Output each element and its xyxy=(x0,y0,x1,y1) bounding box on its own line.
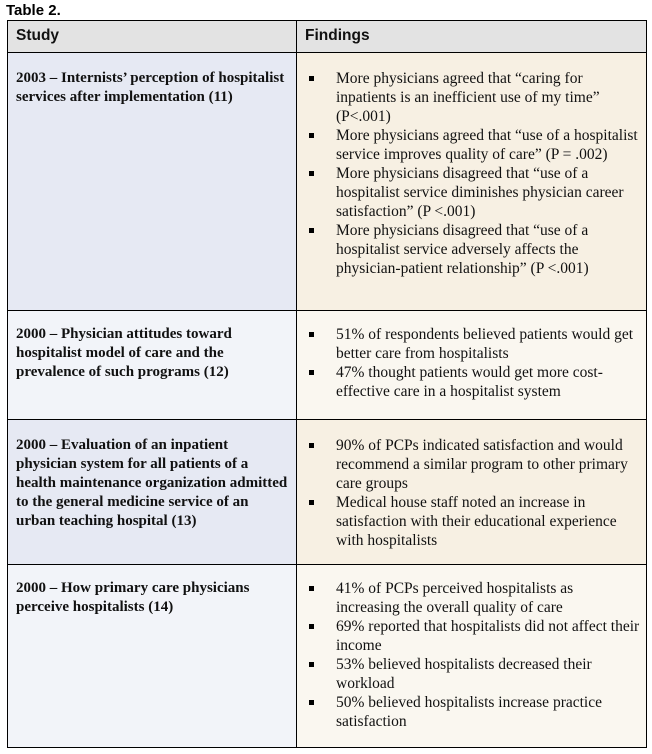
square-bullet-icon xyxy=(309,662,314,667)
findings-list xyxy=(297,420,646,550)
finding-text: 51% of respondents believed patients would get better care from hospitalists xyxy=(336,326,634,362)
finding-text: 50% believed hospitalists increase practice satisfaction xyxy=(336,694,602,730)
study-text: 2003 – Internists’ perception of hospitalist services after implementation (11) xyxy=(16,70,285,105)
findings-list xyxy=(297,565,646,731)
finding-item xyxy=(297,655,640,693)
square-bullet-icon xyxy=(309,133,314,138)
finding-text: More physicians disagreed that “use of a hospitalist service adversely affects the physician-patient relationship” (P <.001) xyxy=(336,222,589,277)
square-bullet-icon xyxy=(309,500,314,505)
header-study-label: Study xyxy=(16,27,60,44)
square-bullet-icon xyxy=(309,332,314,337)
square-bullet-icon xyxy=(309,586,314,591)
finding-item xyxy=(297,363,640,401)
finding-item xyxy=(297,617,640,655)
study-cell xyxy=(8,311,297,420)
findings-list xyxy=(297,311,646,401)
table-row xyxy=(8,53,647,311)
finding-text: More physicians disagreed that “use of a hospitalist service diminishes physician career satisfaction” (P <.001) xyxy=(336,165,624,220)
finding-item xyxy=(297,69,640,126)
header-findings xyxy=(297,21,647,53)
findings-cell xyxy=(297,420,647,565)
finding-text: Medical house staff noted an increase in satisfaction with their educational experience with hospitalists xyxy=(336,494,617,549)
findings-cell xyxy=(297,311,647,420)
study-cell xyxy=(8,53,297,311)
finding-item xyxy=(297,693,640,731)
findings-cell xyxy=(297,53,647,311)
studies-table xyxy=(7,20,647,748)
header-findings-label: Findings xyxy=(305,27,370,44)
table-caption: Table 2. xyxy=(6,2,61,19)
finding-text: 69% reported that hospitalists did not affect their income xyxy=(336,618,640,654)
square-bullet-icon xyxy=(309,171,314,176)
square-bullet-icon xyxy=(309,700,314,705)
finding-item xyxy=(297,493,640,550)
finding-item xyxy=(297,221,640,278)
table-header-row xyxy=(8,21,647,53)
finding-item xyxy=(297,436,640,493)
square-bullet-icon xyxy=(309,624,314,629)
study-cell xyxy=(8,565,297,748)
table-row xyxy=(8,565,647,748)
study-text: 2000 – Evaluation of an inpatient physician system for all patients of a health maintenance organization admitted to the general medicine service of an urban teaching hospital (13) xyxy=(16,437,288,529)
finding-text: More physicians agreed that “caring for inpatients is an inefficient use of my time” (P<.001) xyxy=(336,70,600,125)
header-study xyxy=(8,21,297,53)
square-bullet-icon xyxy=(309,228,314,233)
finding-text: More physicians agreed that “use of a hospitalist service improves quality of care” (P = .002) xyxy=(336,127,638,163)
finding-item xyxy=(297,325,640,363)
study-text: 2000 – Physician attitudes toward hospitalist model of care and the prevalence of such programs (12) xyxy=(16,326,232,380)
finding-item xyxy=(297,164,640,221)
finding-text: 41% of PCPs perceived hospitalists as increasing the overall quality of care xyxy=(336,580,574,616)
finding-text: 90% of PCPs indicated satisfaction and would recommend a similar program to other primary care groups xyxy=(336,437,628,492)
findings-cell xyxy=(297,565,647,748)
square-bullet-icon xyxy=(309,76,314,81)
study-cell xyxy=(8,420,297,565)
finding-text: 47% thought patients would get more cost-effective care in a hospitalist system xyxy=(336,364,603,400)
findings-list xyxy=(297,53,646,278)
table-row xyxy=(8,420,647,565)
finding-item xyxy=(297,126,640,164)
table-row xyxy=(8,311,647,420)
square-bullet-icon xyxy=(309,443,314,448)
finding-item xyxy=(297,579,640,617)
square-bullet-icon xyxy=(309,370,314,375)
study-text: 2000 – How primary care physicians perceive hospitalists (14) xyxy=(16,580,250,615)
finding-text: 53% believed hospitalists decreased their workload xyxy=(336,656,592,692)
